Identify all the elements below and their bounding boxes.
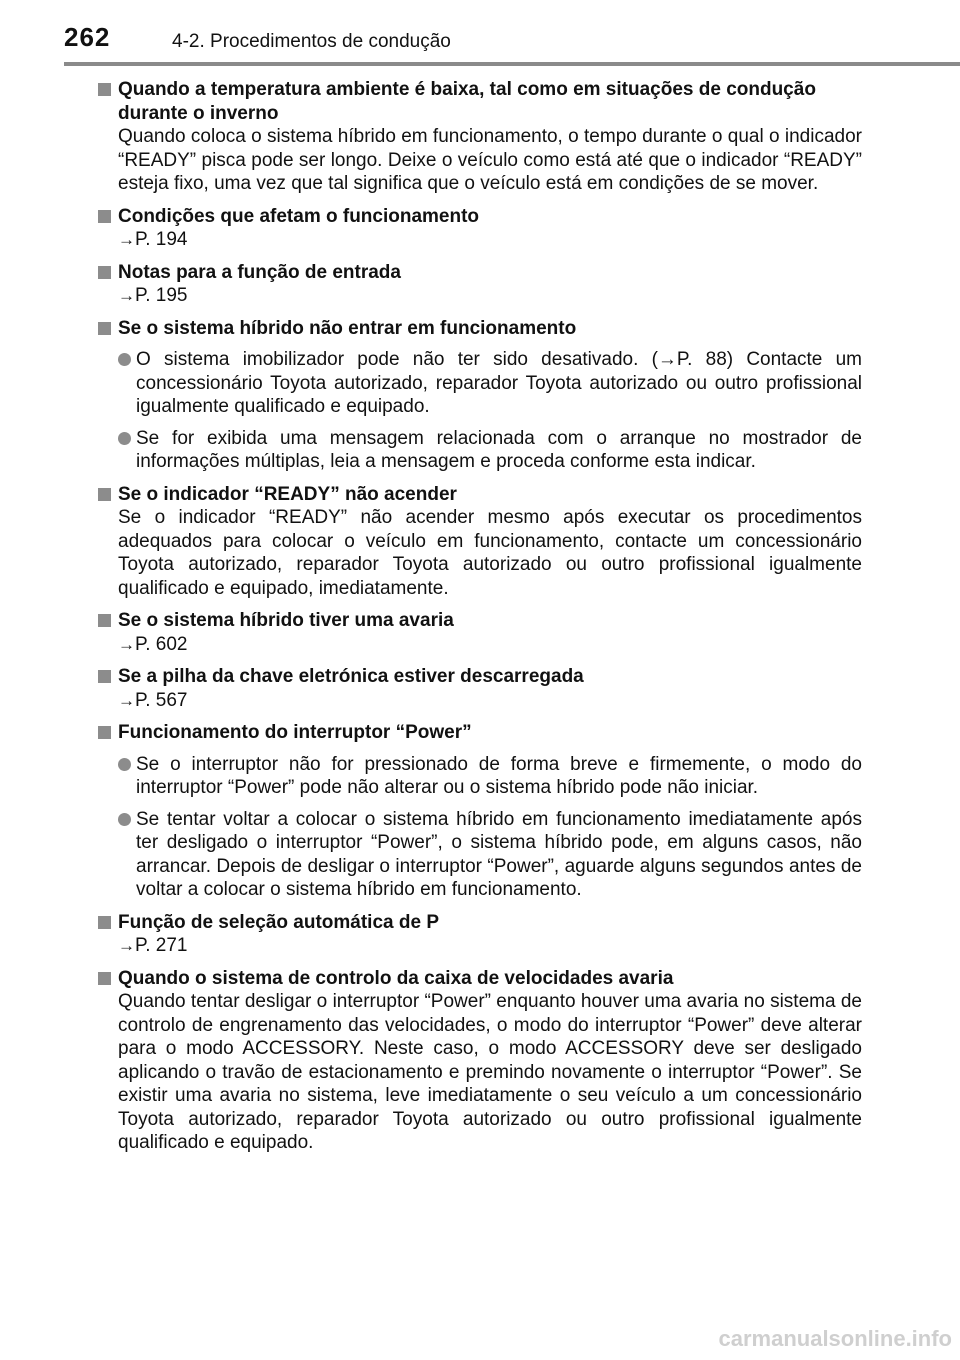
section-auto-p (96, 911, 862, 958)
square-bullet-icon (98, 83, 111, 96)
section-no-start (96, 317, 862, 474)
square-bullet-icon (98, 670, 111, 683)
square-bullet-icon (98, 210, 111, 223)
page-header (64, 22, 960, 58)
page-reference[interactable]: →P. 602 (118, 633, 188, 655)
section-body: Se o indicador “READY” não acender mesmo após executar os procedimentos adequados para colocar o veículo em funcionamento, contacte um concessionário Toyota autorizado, reparador Toyota autorizado ou outro profissional igualmente qualificado e equipado, imediatamente. (118, 507, 862, 599)
right-arrow-icon: → (118, 936, 135, 955)
right-arrow-icon: → (118, 690, 135, 710)
chapter-title: 4-2. Procedimentos de condução (172, 31, 451, 52)
circle-bullet-icon (118, 813, 131, 826)
page-content (96, 78, 862, 1164)
section-cold-temperature (96, 78, 862, 196)
page-reference[interactable]: →P. 195 (118, 285, 188, 306)
square-bullet-icon (98, 266, 111, 279)
section-title: Notas para a função de entrada (96, 261, 862, 285)
section-title: Quando a temperatura ambiente é baixa, tal como em situações de condução durante o inverno (96, 78, 862, 125)
section-body: Quando coloca o sistema híbrido em funcionamento, o tempo durante o qual o indicador “READY” pisca pode ser longo. Deixe o veículo como está até que o indicador “READY” esteja fixo, uma vez que tal significa que o veículo está em condições de se mover. (118, 126, 862, 194)
square-bullet-icon (98, 972, 111, 985)
section-power-switch (96, 721, 862, 902)
right-arrow-icon: → (118, 286, 135, 305)
square-bullet-icon (98, 726, 111, 739)
watermark: carmanualsonline.info (718, 1326, 952, 1351)
right-arrow-icon: → (118, 230, 135, 249)
section-title: Se o sistema híbrido tiver uma avaria (96, 609, 862, 633)
section-title: Condições que afetam o funcionamento (96, 205, 862, 229)
square-bullet-icon (98, 322, 111, 335)
square-bullet-icon (98, 488, 111, 501)
section-title: Se o indicador “READY” não acender (96, 483, 862, 507)
section-body: Quando tentar desligar o interruptor “Power” enquanto houver uma avaria no sistema de controlo de engrenamento das velocidades, o modo do interruptor “Power” deve alterar para o modo ACCESSORY. Neste caso, o modo ACCESSORY deve ser desligado aplicando o travão de estacionamento e premindo novamente o interruptor “Power”. Se existir uma avaria no sistema, leve imediatamente o seu veículo a um concessionário Toyota autorizado, reparador Toyota autorizado ou outro profissional igualmente qualificado e equipado. (118, 991, 862, 1153)
section-title: Se a pilha da chave eletrónica estiver descarregada (96, 665, 862, 689)
section-transmission-failure (96, 967, 862, 1155)
list-item: Se o interruptor não for pressionado de forma breve e firmemente, o modo do interruptor “Power” pode não alterar ou o sistema híbrido pode não iniciar. (96, 753, 862, 800)
page-reference[interactable]: →P. 567 (118, 689, 188, 711)
list-item: Se tentar voltar a colocar o sistema híbrido em funcionamento imediatamente após ter desligado o interruptor “Power”, o sistema híbrido pode, em alguns casos, não arrancar. Depois de desligar o interruptor “Power”, aguarde alguns segundos antes de voltar a colocar o sistema híbrido em funcionamento. (96, 808, 862, 902)
list-item: O sistema imobilizador pode não ter sido desativado. (→P. 88) Contacte um concessionário Toyota autorizado, reparador Toyota autorizado ou outro profissional igualmente qualificado e equipado. (96, 348, 862, 419)
page-reference[interactable]: →P. 271 (118, 935, 188, 956)
page-number: 262 (64, 22, 111, 52)
section-entry-function (96, 261, 862, 308)
circle-bullet-icon (118, 758, 131, 771)
section-title: Quando o sistema de controlo da caixa de velocidades avaria (96, 967, 862, 991)
section-title: Se o sistema híbrido não entrar em funcionamento (96, 317, 862, 341)
section-conditions (96, 205, 862, 252)
square-bullet-icon (98, 614, 111, 627)
circle-bullet-icon (118, 353, 131, 366)
header-rule (64, 62, 960, 66)
right-arrow-icon: → (118, 634, 135, 654)
section-title: Função de seleção automática de P (96, 911, 862, 935)
section-key-battery (96, 665, 862, 712)
circle-bullet-icon (118, 432, 131, 445)
section-hybrid-failure (96, 609, 862, 656)
section-ready-indicator (96, 483, 862, 601)
list-item: Se for exibida uma mensagem relacionada com o arranque no mostrador de informações múltiplas, leia a mensagem e proceda conforme esta indicar. (96, 427, 862, 474)
page-reference[interactable]: →P. 194 (118, 229, 188, 250)
section-title: Funcionamento do interruptor “Power” (96, 721, 862, 745)
square-bullet-icon (98, 916, 111, 929)
